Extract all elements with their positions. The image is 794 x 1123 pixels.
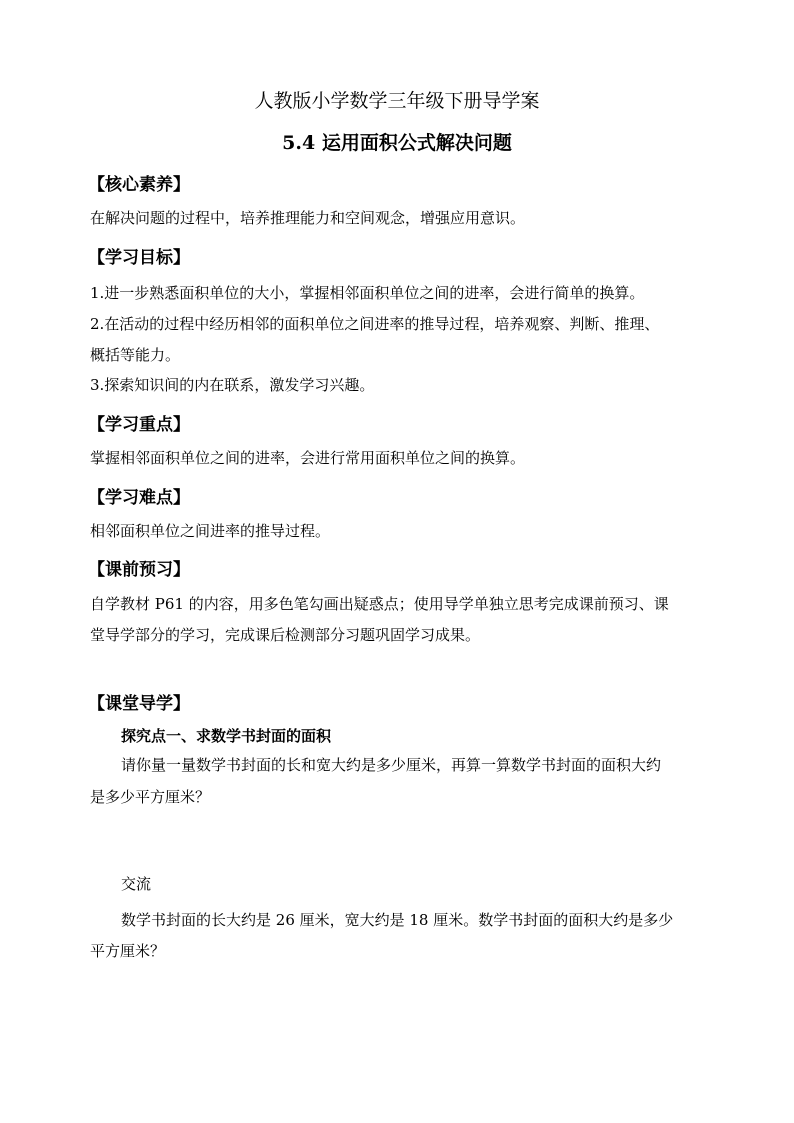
- preview-heading: 【课前预习】: [88, 560, 190, 580]
- lesson-subtitle: 5.4 运用面积公式解决问题: [282, 132, 512, 154]
- core-literacy-text: 在解决问题的过程中，培养推理能力和空间观念，增强应用意识。: [90, 209, 526, 227]
- core-literacy-heading: 【核心素养】: [88, 175, 190, 195]
- difficulties-text: 相邻面积单位之间进率的推导过程。: [90, 522, 331, 540]
- exchange-label: 交流: [121, 875, 152, 893]
- learning-goal-item-2-line-1: 2.在活动的过程中经历相邻的面积单位之间进率的推导过程，培养观察、判断、推理、: [90, 315, 660, 333]
- exchange-text-line-2: 平方厘米？: [90, 942, 166, 960]
- key-points-text: 掌握相邻面积单位之间的进率，会进行常用面积单位之间的换算。: [90, 449, 526, 467]
- learning-goal-item-1: 1.进一步熟悉面积单位的大小，掌握相邻面积单位之间的进率，会进行简单的换算。: [90, 284, 645, 302]
- explore-point-title: 探究点一、求数学书封面的面积: [121, 727, 332, 745]
- key-points-heading: 【学习重点】: [88, 415, 190, 435]
- explore-question-line-1: 请你量一量数学书封面的长和宽大约是多少厘米，再算一算数学书封面的面积大约: [121, 756, 662, 774]
- learning-goals-heading: 【学习目标】: [88, 248, 190, 268]
- preview-text-line-2: 堂导学部分的学习，完成课后检测部分习题巩固学习成果。: [90, 626, 481, 644]
- document-title: 人教版小学数学三年级下册导学案: [254, 90, 540, 112]
- learning-goal-item-2-line-2: 概括等能力。: [90, 346, 181, 364]
- explore-question-line-2: 是多少平方厘米？: [90, 788, 211, 806]
- preview-text-line-1: 自学教材 P61 的内容，用多色笔勾画出疑惑点；使用导学单独立思考完成课前预习、课: [90, 595, 669, 613]
- class-guide-heading: 【课堂导学】: [88, 694, 190, 714]
- exchange-text-line-1: 数学书封面的长大约是 26 厘米，宽大约是 18 厘米。数学书封面的面积大约是多少: [121, 911, 674, 929]
- learning-goal-item-3: 3.探索知识间的内在联系，激发学习兴趣。: [90, 376, 375, 394]
- difficulties-heading: 【学习难点】: [88, 488, 190, 508]
